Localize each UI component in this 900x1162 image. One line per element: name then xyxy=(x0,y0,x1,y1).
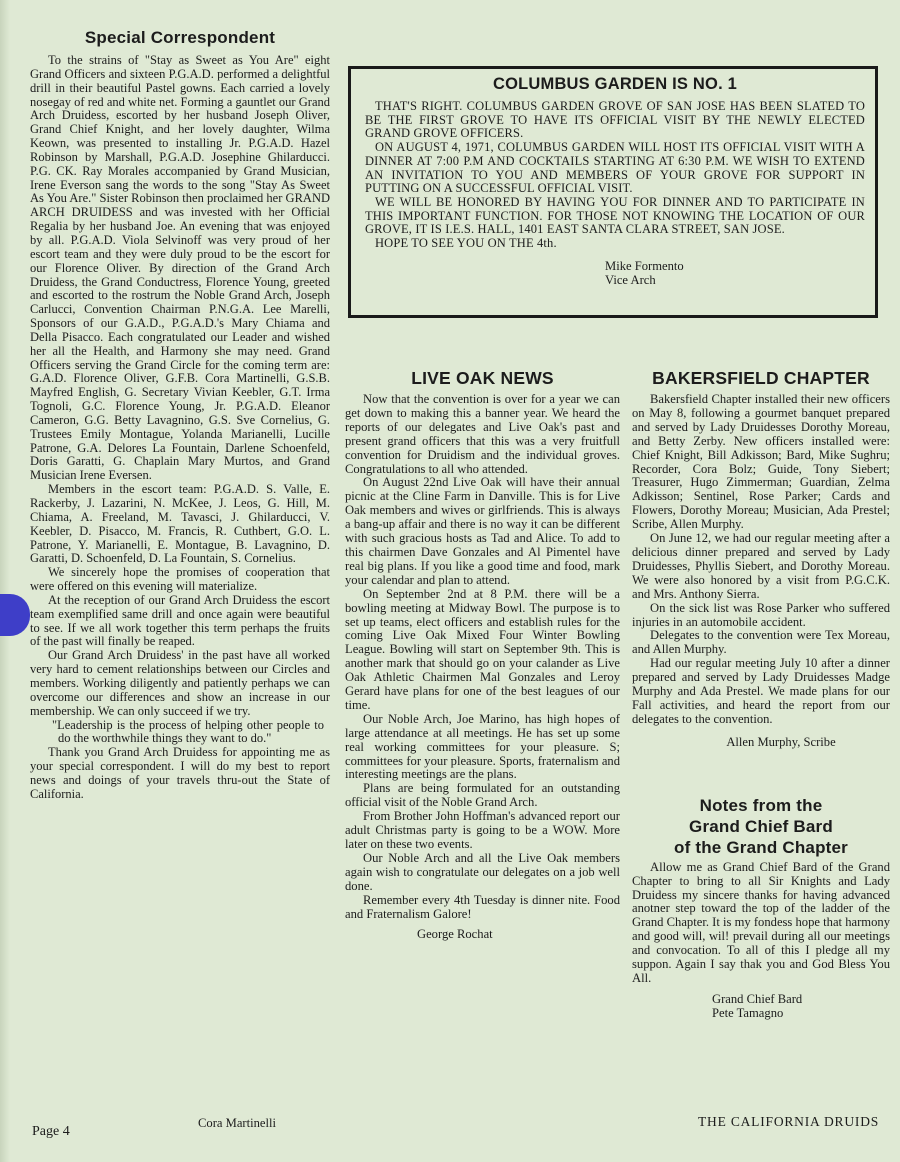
special-correspondent-signature: Cora Martinelli xyxy=(198,1116,276,1130)
notes-title-line: Grand Chief Bard xyxy=(689,816,833,836)
box-paragraph: ON AUGUST 4, 1971, COLUMBUS GARDEN WILL HOST ITS OFFICIAL VISIT WITH A DINNER AT 7:00 P.M AND COCKTAILS STARTING AT 6:30 P.M. WE WISH TO EXTEND AN INVITATION TO YOU AND MEMBERS OF YOUR GROVE FOR SUPPORT IN PUTTING ON A SUCCESSFUL OFFICIAL VISIT. xyxy=(365,140,865,196)
bakersfield-chapter-title: BAKERSFIELD CHAPTER xyxy=(652,368,870,388)
article-paragraph: To the strains of "Stay as Sweet as You Are" eight Grand Officers and sixteen P.G.A.D. performed a delightful drill in their beautiful Pastel gowns. Each carried a lovely nosegay of red and white net. Forming a gauntlet our Grand Arch Druidess, escorted by her husband Joseph Oliver, Grand Chief Knight, and her lovely daughter, Wilma Keown, was presented to installing Jr. P.G.A.D. Hazel Robinson by Marshall, P.G.A.D. Josephine Ghilarducci. P.G. CK. Ray Morales accompanied by Grand Musician, Irene Everson sang the words to the song "Stay As Sweet As You Are." Sister Robinson then proclaimed her GRAND ARCH DRUIDESS and was invested with her Official Regalia by her husband Joe. An evening that was enjoyed by all. P.G.A.D. Viola Selvinoff was very proud of her escort team and they were duly proud to be the escort for our Florence Oliver. By direction of the Grand Arch Druidess, the Grand Conductress, Florence Young, greeted and escorted to the rostrum the Noble Grand Arch, Joseph Carlucci, Convention Chairman P.N.G.A. Lee Marelli, Sponsors of our G.A.D., P.G.A.D.'s Mary Chiama and Della Pisacco. Each congratulated our Leader and wished her all the Health, and Harmony she may need. Grand Officers serving the Grand Circle for the coming term are: G.A.D. Florence Oliver, G.F.B. Cora Martinelli, G.S.B. Mayfred English, G. Secretary Vivian Keebler, G.T. Irma Tognoli, G.C. Florence Young, Jr. P.G.A.D. Eleanor Cameron, G.G. Betty Lavagnino, G.S. Sve Cornelius, G. Trustees Emily Montague, Yolanda Marianelli, Lucille Patrone, G.A. Delores La Fountain, Darlene Schoenfeld, Doris Garatti, G. Chaplain Mary Murtos, and Grand Musician Irene Eversen. xyxy=(30,53,330,483)
notes-signature-name: Pete Tamagno xyxy=(712,1005,784,1020)
article-paragraph: Remember every 4th Tuesday is dinner nite. Food and Fraternalism Galore! xyxy=(345,892,620,921)
box-paragraph: HOPE TO SEE YOU ON THE 4th. xyxy=(375,236,557,251)
article-paragraph: Plans are being formulated for an outstanding official visit of the Noble Grand Arch. xyxy=(345,781,620,810)
box-signature-name: Mike Formento xyxy=(605,258,684,273)
article-paragraph: Delegates to the convention were Tex Moreau, and Allen Murphy. xyxy=(632,628,890,657)
bakersfield-signature: Allen Murphy, Scribe xyxy=(726,734,836,749)
notes-signature-title: Grand Chief Bard xyxy=(712,991,803,1006)
article-paragraph: Our Noble Arch and all the Live Oak members again wish to congratulate our delegates on a job well done. xyxy=(345,850,620,893)
live-oak-signature: George Rochat xyxy=(417,927,493,942)
notes-body xyxy=(632,861,890,986)
article-paragraph: Now that the convention is over for a year we can get down to making this a banner year. We heard the reports of our delegates and Live Oak's past and present grand officers that this was a very fruitfull convention for Druidism and the individual groves. Congratulations to all who attended. xyxy=(345,392,620,476)
article-paragraph: At the reception of our Grand Arch Druidess the escort team exemplified same drill and once again were beautiful to see. If we all work together this term perhaps the fruits of the past will finally be reaped. xyxy=(30,592,330,649)
bakersfield-chapter-body xyxy=(632,393,890,727)
page-tab-marker xyxy=(0,594,30,636)
live-oak-news-article xyxy=(345,368,620,941)
article-paragraph: Members in the escort team: P.G.A.D. S. Valle, E. Rackerby, J. Lazarini, N. McKee, J. Leos, G. Hill, M. Chiama, A. Freeland, M. Tavasci, J. Ghilarducci, V. Keebler, D. Pisacco, M. Francis, R. Cuthbert, G.O. L. Patrone, Y. Marianelli, E. Montague, B. Lavagnino, D. Garatti, D. Schoenfeld, D. La Fountain, S. Cornelius. xyxy=(30,482,330,566)
article-paragraph: Allow me as Grand Chief Bard of the Grand Chapter to bring to all Sir Knights and Lady Druidess my sincere thanks for having advanced anotner step toward the top of the ladder of the Grand Chapter. It is my fondess hope that harmony and good will, wil! prevail during all our meetings and convocation. To all of this I pledge all my suppon. Again I say thak you and God Bless You All. xyxy=(632,859,890,985)
special-correspondent-title: Special Correspondent xyxy=(84,28,276,47)
bakersfield-chapter-article xyxy=(632,368,890,1020)
binding-edge-shadow xyxy=(0,0,10,1162)
live-oak-news-body xyxy=(345,393,620,921)
notes-signature xyxy=(712,992,890,1020)
box-paragraph: THAT'S RIGHT. COLUMBUS GARDEN GROVE OF SAN JOSE HAS BEEN SLATED TO BE THE FIRST GROVE TO HAVE ITS OFFICIAL VISIT BY THE NEWLY ELECTED GRAND GROVE OFFICERS. xyxy=(365,99,865,141)
columbus-garden-box xyxy=(348,66,878,318)
live-oak-news-title: LIVE OAK NEWS xyxy=(411,368,554,388)
article-paragraph: Thank you Grand Arch Druidess for appointing me as your special correspondent. I will do my best to report news and doings of your travels thru-out the State of California. xyxy=(30,745,330,801)
article-paragraph: On the sick list was Rose Parker who suffered injuries in an automobile accident. xyxy=(632,600,890,629)
article-paragraph: On August 22nd Live Oak will have their annual picnic at the Cline Farm in Danville. This is for Live Oak members and wives or girlfriends. This is always a bang-up affair and there is no way it can be different with such gracious hosts as Tad and Alice. To add to this chairmen Dave Gonzales and Al Pimentel have real big plans. If you like a good time and food, mark your calendar and plan to attend. xyxy=(345,475,620,587)
article-paragraph: Our Noble Arch, Joe Marino, has high hopes of large attendance at all meetings. He has set up some real working committees for your pleasure. S; committees for your pleasure. Sports, fraternalism and interesting meetings are the plans. xyxy=(345,711,620,782)
notes-title xyxy=(632,795,890,858)
page-number: Page 4 xyxy=(32,1124,70,1139)
special-correspondent-article xyxy=(30,28,330,802)
box-paragraph: WE WILL BE HONORED BY HAVING YOU FOR DINNER AND TO PARTICIPATE IN THIS IMPORTANT FUNCTION. FOR THOSE NOT KNOWING THE LOCATION OF OUR GROVE, IT IS I.E.S. HALL, 1401 EAST SANTA CLARA STREET, SAN JOSE. xyxy=(365,194,865,237)
box-signature-title: Vice Arch xyxy=(605,272,656,287)
article-paragraph: Our Grand Arch Druidess' in the past have all worked very hard to cement relationships between our Circles and members. Working diligently and patiently perhaps we can overcome our differences and show an increase in our membership. We can only succeed if we try. xyxy=(30,648,330,718)
box-signature xyxy=(605,259,865,287)
publication-name: THE CALIFORNIA DRUIDS xyxy=(698,1114,880,1129)
notes-title-line: Notes from the xyxy=(699,795,823,815)
columbus-garden-title: COLUMBUS GARDEN IS NO. 1 xyxy=(492,75,738,93)
article-paragraph: On September 2nd at 8 P.M. there will be a bowling meeting at Midway Bowl. The purpose is to set up teams, elect officers and establish rules for the coming Live Oak Mixed Four Winter Bowling League. Bowling will start on September 9th. This is another mark that should go on your calander as Live Oak Athletic Chairmen Mal Gonzales and Leroy Gerard have plans for one of the best leagues of our time. xyxy=(345,586,620,712)
leadership-quote: "Leadership is the process of helping other people to do the worthwhile things they want to do." xyxy=(52,717,324,746)
article-paragraph: Had our regular meeting July 10 after a dinner prepared and served by Lady Druidesses Madge Murphy and Ada Prestel. We made plans for our Fall activities, and heard the report from our delegates to the convention. xyxy=(632,656,890,726)
article-paragraph: On June 12, we had our regular meeting after a delicious dinner prepared and served by Lady Druidesses, Phyllis Siebert, and Dorothy Moreau. We were also honored by a visit from P.G.C.K. and Mrs. Anthony Sierra. xyxy=(632,531,890,601)
article-paragraph: Bakersfield Chapter installed their new officers on May 8, following a gourmet banquet prepared and served by Lady Druidesses Dorothy Moreau, and Betty Zerby. New officers installed were: Chief Knight, Bill Adkisson; Bard, Mike Sughru; Recorder, Cora Bolz; Guide, Tony Siebert; Treasurer, Hugo Zimmerman; Guardian, Zelma Adkisson; Sentinel, Rose Parker; Cards and Flowers, Dorothy Moreau; Musician, Ada Prestel; Scribe, Allen Murphy. xyxy=(632,392,890,532)
article-paragraph: We sincerely hope the promises of cooperation that were offered on this evening will materialize. xyxy=(30,565,330,594)
notes-title-line: of the Grand Chapter xyxy=(673,837,848,857)
article-paragraph: From Brother John Hoffman's advanced report our adult Christmas party is going to be a WOW. More later on these two events. xyxy=(345,809,620,851)
special-correspondent-body xyxy=(30,54,330,802)
